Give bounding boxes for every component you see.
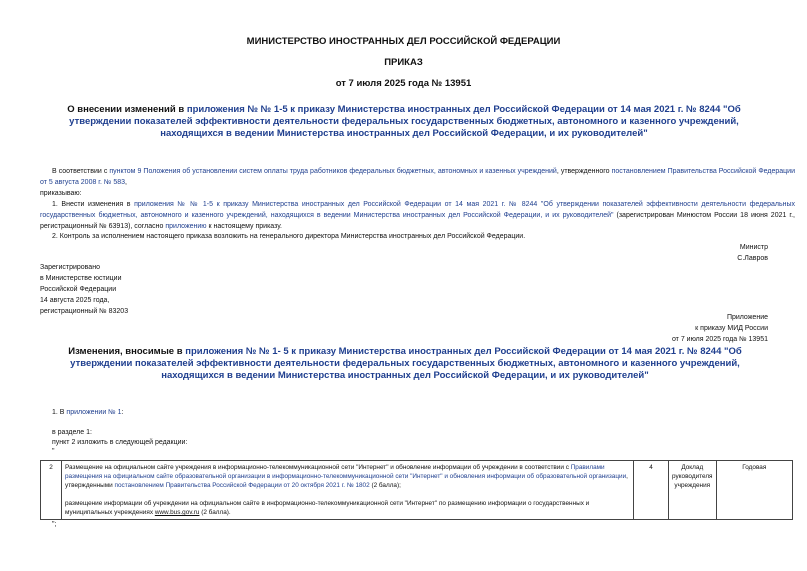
changes-title bbox=[40, 346, 770, 382]
change-item-1-prefix: 1. В bbox=[52, 409, 67, 416]
report-cell: Доклад руководителя учреждения bbox=[669, 461, 717, 520]
item1-link-appendix[interactable]: приложению bbox=[165, 223, 207, 230]
change-item-1 bbox=[52, 407, 123, 418]
indicator-text-2 bbox=[65, 499, 630, 517]
rules-link[interactable]: Правилами размещения на официальном сайте образовательной организации в информационно-телекоммуникационной сети "Интернет" и обновления информации об образовательной организации bbox=[65, 464, 627, 480]
ministry-heading: МИНИСТЕРСТВО ИНОСТРАННЫХ ДЕЛ РОССИЙСКОЙ ФЕДЕРАЦИИ bbox=[246, 36, 561, 47]
item1-text-c: к настоящему приказу. bbox=[206, 223, 282, 230]
period-cell: Годовая bbox=[716, 461, 792, 520]
registration-line: 14 августа 2025 года, bbox=[40, 297, 110, 304]
section-line: в разделе 1: bbox=[52, 429, 92, 436]
appendix-block bbox=[672, 312, 768, 345]
indicator-text-1a: Размещение на официальном сайте учреждения в информационно-телекоммуникационной сети "Интернет" и обновление информации об учреждении в соответствии с bbox=[65, 464, 571, 471]
registration-line: регистрационный № 83203 bbox=[40, 308, 129, 315]
registration-line: Российской Федерации bbox=[40, 286, 117, 293]
item1-text-b: (зарегистрирован Минюстом России 18 июня 2021 г., регистрационный № 63913), согласно bbox=[40, 212, 795, 230]
preamble-text-2: , утвержденного bbox=[556, 168, 612, 175]
quote-close: "; bbox=[52, 521, 57, 528]
registration-line: Зарегистрировано bbox=[40, 264, 100, 271]
changes-title-prefix: Изменения, вносимые в bbox=[68, 346, 186, 357]
order-item-1 bbox=[40, 199, 795, 232]
resolution-link[interactable]: постановлением Правительства Российской Федерации от 20 октября 2021 г. № 1802 bbox=[114, 482, 370, 489]
order-word: приказываю: bbox=[40, 190, 82, 197]
table-row bbox=[41, 461, 793, 520]
order-item-2: 2. Контроль за исполнением настоящего приказа возложить на генерального директора Министерства иностранных дел Российской Федерации. bbox=[52, 233, 526, 240]
registration-block bbox=[40, 262, 128, 317]
indicator-text-1c: (2 балла); bbox=[369, 482, 401, 489]
appendix-line: от 7 июля 2025 года № 13951 bbox=[671, 336, 768, 343]
signature-name: С.Лавров bbox=[737, 255, 768, 262]
bus-gov-link[interactable]: www.bus.gov.ru bbox=[154, 509, 200, 516]
quote-open: " bbox=[52, 448, 55, 455]
preamble-text-1: В соответствии с bbox=[52, 168, 110, 175]
doc-type-heading: ПРИКАЗ bbox=[384, 57, 423, 68]
registration-line: в Министерстве юстиции bbox=[40, 275, 122, 282]
indicator-table bbox=[40, 460, 793, 520]
indicator-text-2b: (2 балла). bbox=[199, 509, 231, 516]
preamble-text-3: , bbox=[125, 179, 127, 186]
row-number: 2 bbox=[41, 461, 62, 520]
order-title-prefix: О внесении изменений в bbox=[67, 104, 187, 115]
signature-role: Министр bbox=[739, 244, 768, 251]
item1-link-appendices[interactable]: приложения № № 1-5 к приказу Министерства иностранных дел Российской Федерации от 14 мая 2021 г. № 8244 "Об утверждении показателей эффективности деятельности федеральных государственных бюджетных, автономного и казенного учреждений, находящихся в ведении Министерства иностранных дел Российской Федерации, и их руководителей" bbox=[40, 201, 795, 219]
change-item-1-link[interactable]: приложении № 1 bbox=[66, 409, 122, 416]
preamble-link-pay-system[interactable]: пунктом 9 Положения об установлении систем оплаты труда работников федеральных бюджетных, автономных и казенных учреждений bbox=[109, 168, 557, 175]
item1-text-a: 1. Внести изменения в bbox=[52, 201, 135, 208]
doc-date-number: от 7 июля 2025 года № 13951 bbox=[335, 78, 472, 89]
changes-title-link[interactable]: приложения № № 1- 5 к приказу Министерства иностранных дел Российской Федерации от 14 мая 2021 г. № 8244 "Об утверждении показателей эффективности деятельности федеральных государственных бюджетных, автономного и казенного учреждений, находящихся в ведении Министерства иностранных дел Российской Федерации, и их руководителей" bbox=[70, 346, 742, 381]
point-line: пункт 2 изложить в следующей редакции: bbox=[52, 439, 188, 446]
indicator-text-1b: , утвержденными bbox=[65, 473, 628, 489]
order-title-link[interactable]: приложения № № 1-5 к приказу Министерства иностранных дел Российской Федерации от 14 мая 2021 г. № 8244 "Об утверждении показателей эффективности деятельности федеральных государственных бюджетных, автономного и казенного учреждений, находящихся в ведении Министерства иностранных дел Российской Федерации, и их руководителей" bbox=[69, 104, 741, 139]
indicator-text-2a: размещение информации об учреждении на официальном сайте в информационно-телекоммуникационной сети "Интернет" по размещению информации о государственных и муниципальных учреждениях bbox=[65, 500, 590, 516]
score-cell: 4 bbox=[634, 461, 669, 520]
indicator-text-1 bbox=[65, 463, 630, 490]
order-title bbox=[44, 104, 764, 140]
preamble-link-resolution[interactable]: постановлением Правительства Российской Федерации от 5 августа 2008 г. № 583 bbox=[40, 168, 796, 186]
preamble-paragraph bbox=[40, 166, 795, 188]
appendix-line: Приложение bbox=[726, 314, 768, 321]
indicator-description bbox=[62, 461, 634, 520]
change-item-1-suffix: : bbox=[121, 409, 124, 416]
appendix-line: к приказу МИД России bbox=[695, 325, 768, 332]
